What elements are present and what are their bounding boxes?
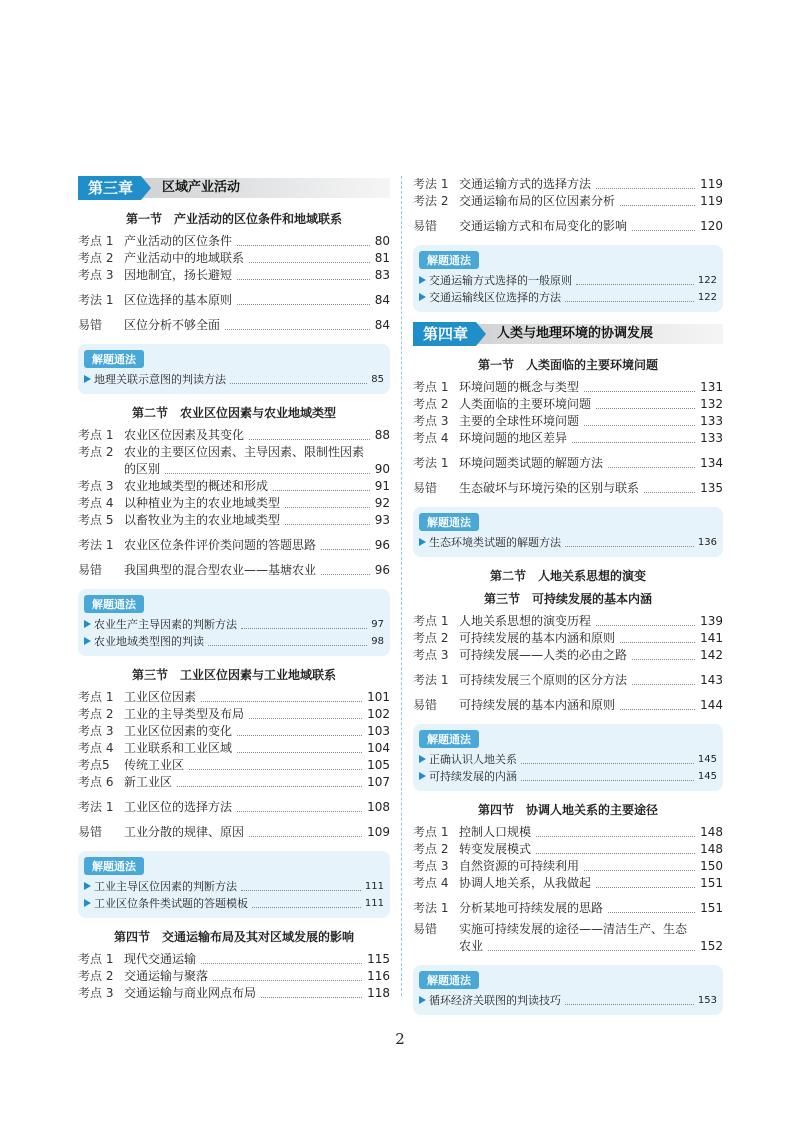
entry-page: 142 (700, 648, 723, 662)
entry-text: 交通运输与商业网点布局 (124, 986, 257, 1000)
entry-label: 考点 2 (78, 969, 114, 983)
toc-entry[interactable] (413, 218, 723, 235)
entry-page: 104 (367, 741, 390, 755)
triangle-bullet-icon (84, 620, 91, 628)
entry-text: 自然资源的可持续利用 (459, 859, 580, 873)
toc-entry[interactable] (78, 824, 390, 841)
entry-label: 易错 (413, 219, 438, 233)
method-box (413, 724, 723, 791)
entry-page: 135 (700, 481, 723, 495)
method-page: 136 (697, 537, 717, 548)
triangle-bullet-icon (419, 538, 426, 546)
toc-entry[interactable] (413, 697, 723, 714)
chapter-number: 第四章 (413, 322, 476, 346)
toc-entry[interactable] (413, 875, 723, 892)
entry-text: 交通运输方式的选择方法 (459, 177, 592, 191)
entry-label: 考点 3 (78, 268, 114, 282)
method-entry[interactable] (419, 534, 717, 551)
chapter-header (78, 176, 390, 202)
entry-label: 考点 1 (78, 234, 114, 248)
toc-entry[interactable] (413, 647, 723, 664)
entry-page: 150 (700, 859, 723, 873)
entry-page: 109 (367, 825, 390, 839)
entry-label: 考点 2 (78, 707, 114, 721)
toc-entry[interactable] (413, 630, 723, 647)
entry-text: 区位选择的基本原则 (124, 293, 233, 307)
entry-text: 工业的主导类型及布局 (124, 707, 245, 721)
toc-entry[interactable] (78, 233, 390, 250)
entry-label: 考点 3 (413, 414, 449, 428)
section-title: 第一节 产业活动的区位条件和地域联系 (125, 212, 342, 226)
method-entry[interactable] (419, 272, 717, 289)
right-column (413, 176, 723, 1025)
method-entry[interactable] (84, 895, 384, 912)
section-title: 第一节 人类面临的主要环境问题 (477, 358, 658, 372)
method-text: 农业地域类型图的判读 (94, 635, 204, 648)
entry-label: 考点 1 (78, 952, 114, 966)
entry-text: 传统工业区 (124, 758, 185, 772)
entry-label: 考点 1 (413, 825, 449, 839)
entry-label: 考点 2 (413, 397, 449, 411)
entry-page: 83 (374, 268, 390, 282)
entry-text: 区位分析不够全面 (124, 318, 221, 332)
entry-label: 考点 2 (78, 251, 114, 265)
method-text: 生态环境类试题的解题方法 (429, 536, 561, 549)
entry-page: 101 (367, 690, 390, 704)
toc-entry[interactable] (78, 774, 390, 791)
entry-label: 考点 3 (78, 724, 114, 738)
entry-label: 考点 2 (413, 631, 449, 645)
entry-text: 分析某地可持续发展的思路 (459, 901, 604, 915)
entry-text: 我国典型的混合型农业——基塘农业 (124, 563, 317, 577)
entry-label: 考点5 (78, 758, 110, 772)
method-text: 循环经济关联图的判读技巧 (429, 994, 561, 1007)
entry-text: 农业区位条件评价类问题的答题思路 (124, 538, 317, 552)
method-tag: 解题通法 (84, 595, 144, 613)
entry-text: 工业区位的选择方法 (124, 800, 233, 814)
toc-entry[interactable] (78, 689, 390, 706)
entry-page: 93 (374, 513, 390, 527)
method-entry[interactable] (419, 289, 717, 306)
method-tag: 解题通法 (84, 857, 144, 875)
entry-page: 118 (367, 986, 390, 1000)
chapter-title: 区域产业活动 (162, 180, 241, 195)
entry-label: 考点 1 (413, 380, 449, 394)
method-entry[interactable] (84, 633, 384, 650)
toc-entry[interactable] (413, 176, 723, 193)
toc-entry[interactable] (78, 444, 390, 478)
entry-label: 易错 (78, 563, 103, 577)
section-title: 第二节 农业区位因素与农业地域类型 (131, 406, 336, 420)
toc-entry[interactable] (413, 480, 723, 497)
entry-text: 农业地域类型的概述和形成 (124, 479, 269, 493)
entry-text: 以畜牧业为主的农业地域类型 (124, 513, 281, 527)
entry-page: 119 (700, 177, 723, 191)
toc-entry[interactable] (78, 706, 390, 723)
entry-page: 96 (374, 538, 390, 552)
entry-page: 108 (367, 800, 390, 814)
entry-text: 农业区位因素及其变化 (124, 428, 245, 442)
method-box (413, 965, 723, 1015)
toc-entry[interactable] (78, 317, 390, 334)
toc-entry[interactable] (78, 495, 390, 512)
section-title: 第四节 协调人地关系的主要途径 (477, 803, 658, 817)
method-entry[interactable] (84, 371, 384, 388)
entry-label: 考点 1 (413, 614, 449, 628)
entry-page: 141 (700, 631, 723, 645)
method-page: 97 (371, 619, 384, 630)
entry-text-cont: 农业 (459, 939, 484, 953)
method-tag: 解题通法 (419, 251, 479, 269)
entry-text: 产业活动中的地域联系 (124, 251, 245, 265)
entry-page: 120 (700, 219, 723, 233)
toc-entry[interactable] (78, 951, 390, 968)
entry-page: 90 (374, 462, 390, 476)
entry-label: 考法 2 (413, 194, 449, 208)
entry-text: 人地关系思想的演变历程 (459, 614, 592, 628)
entry-label: 考法 1 (413, 673, 449, 687)
entry-page: 119 (700, 194, 723, 208)
entry-label: 易错 (413, 698, 438, 712)
triangle-bullet-icon (84, 375, 91, 383)
toc-entry[interactable] (413, 379, 723, 396)
toc-entry[interactable] (413, 824, 723, 841)
entry-label: 考点 4 (413, 431, 449, 445)
entry-text: 交通运输与聚落 (124, 969, 209, 983)
entry-page: 148 (700, 842, 723, 856)
entry-page: 84 (374, 318, 390, 332)
method-page: 145 (697, 771, 717, 782)
toc-entry[interactable] (413, 413, 723, 430)
toc-entry[interactable] (78, 740, 390, 757)
entry-text: 主要的全球性环境问题 (459, 414, 580, 428)
entry-page: 134 (700, 456, 723, 470)
entry-page: 151 (700, 876, 723, 890)
toc-entry[interactable] (413, 455, 723, 472)
toc-entry[interactable] (413, 193, 723, 210)
entry-page: 80 (374, 234, 390, 248)
method-page: 98 (371, 636, 384, 647)
entry-text: 环境问题类试题的解题方法 (459, 456, 604, 470)
toc-entry[interactable] (78, 267, 390, 284)
toc-entry[interactable] (413, 396, 723, 413)
entry-page: 96 (374, 563, 390, 577)
toc-entry[interactable] (413, 672, 723, 689)
entry-label: 考法 1 (78, 538, 114, 552)
toc-entry[interactable] (78, 799, 390, 816)
entry-label: 易错 (413, 481, 438, 495)
method-entry[interactable] (419, 751, 717, 768)
toc-entry[interactable] (413, 841, 723, 858)
method-text: 交通运输线区位选择的方法 (429, 291, 561, 304)
toc-entry[interactable] (78, 985, 390, 1002)
entry-text: 工业联系和工业区域 (124, 741, 233, 755)
entry-text: 新工业区 (124, 775, 173, 789)
method-page: 111 (364, 898, 384, 909)
method-text: 农业生产主导因素的判断方法 (94, 618, 237, 631)
toc-entry[interactable] (78, 292, 390, 309)
triangle-bullet-icon (419, 276, 426, 284)
entry-page: 116 (367, 969, 390, 983)
entry-text: 可持续发展三个原则的区分方法 (459, 673, 628, 687)
entry-page: 143 (700, 673, 723, 687)
method-tag: 解题通法 (419, 730, 479, 748)
method-tag: 解题通法 (84, 350, 144, 368)
entry-label: 考点 3 (78, 986, 114, 1000)
entry-text: 环境问题的地区差异 (459, 431, 568, 445)
entry-page: 151 (700, 901, 723, 915)
entry-page: 131 (700, 380, 723, 394)
left-column (78, 176, 390, 1002)
entry-label: 考点 2 (413, 842, 449, 856)
entry-page: 102 (367, 707, 390, 721)
toc-entry[interactable] (78, 757, 390, 774)
entry-text: 产业活动的区位条件 (124, 234, 233, 248)
triangle-bullet-icon (419, 293, 426, 301)
entry-page: 103 (367, 724, 390, 738)
method-entry[interactable] (419, 768, 717, 785)
entry-label: 考法 1 (413, 901, 449, 915)
method-tag: 解题通法 (419, 971, 479, 989)
page-number: 2 (395, 1030, 405, 1048)
entry-label: 考点 5 (78, 513, 114, 527)
entry-text: 协调人地关系，从我做起 (459, 876, 592, 890)
entry-text: 可持续发展的基本内涵和原则 (459, 698, 616, 712)
method-page: 85 (371, 374, 384, 385)
triangle-bullet-icon (84, 899, 91, 907)
entry-label: 易错 (78, 318, 103, 332)
entry-label: 考点 6 (78, 775, 114, 789)
toc-entry[interactable] (413, 921, 723, 955)
entry-text-cont: 的区别 (124, 462, 161, 476)
entry-page: 133 (700, 414, 723, 428)
entry-page: 88 (374, 428, 390, 442)
entry-text: 现代交通运输 (124, 952, 197, 966)
entry-text: 实施可持续发展的途径——清洁生产、生态 (459, 922, 688, 936)
entry-text: 工业区位因素 (124, 690, 197, 704)
section-title: 第二节 人地关系思想的演变 (489, 569, 646, 583)
entry-label: 考法 1 (78, 293, 114, 307)
entry-page: 144 (700, 698, 723, 712)
toc-entry[interactable] (78, 512, 390, 529)
triangle-bullet-icon (419, 996, 426, 1004)
entry-text: 交通运输布局的区位因素分析 (459, 194, 616, 208)
entry-label: 考点 1 (78, 428, 114, 442)
entry-text: 可持续发展——人类的必由之路 (459, 648, 628, 662)
entry-page: 132 (700, 397, 723, 411)
toc-entry[interactable] (78, 537, 390, 554)
entry-label: 考点 2 (78, 445, 114, 459)
method-page: 145 (697, 754, 717, 765)
chapter-title: 人类与地理环境的协调发展 (497, 326, 654, 341)
toc-entry[interactable] (78, 562, 390, 579)
entry-text: 生态破坏与环境污染的区别与联系 (459, 481, 640, 495)
entry-label: 考点 3 (78, 479, 114, 493)
toc-entry[interactable] (78, 250, 390, 267)
section-title: 第四节 交通运输布局及其对区域发展的影响 (113, 930, 354, 944)
method-page: 122 (697, 275, 717, 286)
entry-page: 91 (374, 479, 390, 493)
triangle-bullet-icon (419, 755, 426, 763)
method-box (413, 245, 723, 312)
entry-page: 92 (374, 496, 390, 510)
entry-text: 环境问题的概念与类型 (459, 380, 580, 394)
method-text: 工业区位条件类试题的答题模板 (94, 897, 248, 910)
method-page: 111 (364, 881, 384, 892)
method-entry[interactable] (419, 992, 717, 1009)
toc-entry[interactable] (78, 968, 390, 985)
entry-page: 81 (374, 251, 390, 265)
toc-entry[interactable] (78, 427, 390, 444)
entry-label: 考点 4 (78, 496, 114, 510)
entry-label: 考法 1 (413, 177, 449, 191)
method-entry[interactable] (84, 616, 384, 633)
entry-page: 84 (374, 293, 390, 307)
method-text: 工业主导区位因素的判断方法 (94, 880, 237, 893)
method-text: 可持续发展的内涵 (429, 770, 517, 783)
entry-text: 人类面临的主要环境问题 (459, 397, 592, 411)
entry-page: 133 (700, 431, 723, 445)
entry-label: 考点 4 (413, 876, 449, 890)
entry-text: 以种植业为主的农业地域类型 (124, 496, 281, 510)
entry-label: 易错 (78, 825, 103, 839)
toc-entry[interactable] (413, 430, 723, 447)
entry-page: 152 (700, 939, 723, 953)
toc-entry[interactable] (413, 613, 723, 630)
entry-label: 考点 3 (413, 859, 449, 873)
chapter-header (413, 322, 723, 348)
entry-text: 交通运输方式和布局变化的影响 (459, 219, 628, 233)
method-box (78, 851, 390, 918)
method-text: 正确认识人地关系 (429, 753, 517, 766)
entry-label: 考点 1 (78, 690, 114, 704)
method-box (78, 344, 390, 394)
entry-text: 转变发展模式 (459, 842, 532, 856)
entry-text: 工业区位因素的变化 (124, 724, 233, 738)
entry-page: 105 (367, 758, 390, 772)
entry-page: 139 (700, 614, 723, 628)
entry-label: 考法 1 (78, 800, 114, 814)
method-box (78, 589, 390, 656)
method-entry[interactable] (84, 878, 384, 895)
toc-entry[interactable] (413, 900, 723, 917)
entry-page: 115 (367, 952, 390, 966)
method-text: 地理关联示意图的判读方法 (94, 373, 226, 386)
entry-label: 考点 4 (78, 741, 114, 755)
method-page: 122 (697, 292, 717, 303)
triangle-bullet-icon (84, 882, 91, 890)
entry-page: 107 (367, 775, 390, 789)
entry-page: 148 (700, 825, 723, 839)
entry-label: 考法 1 (413, 456, 449, 470)
entry-text: 可持续发展的基本内涵和原则 (459, 631, 616, 645)
section-title: 第三节 可持续发展的基本内涵 (483, 592, 652, 606)
chapter-number: 第三章 (78, 176, 141, 200)
entry-label: 考点 3 (413, 648, 449, 662)
triangle-bullet-icon (84, 637, 91, 645)
entry-text: 工业分散的规律、原因 (124, 825, 245, 839)
entry-text: 控制人口规模 (459, 825, 532, 839)
method-text: 交通运输方式选择的一般原则 (429, 274, 572, 287)
triangle-bullet-icon (419, 772, 426, 780)
column-divider (401, 176, 402, 996)
entry-text: 因地制宜，扬长避短 (124, 268, 233, 282)
section-title: 第三节 工业区位因素与工业地域联系 (131, 668, 336, 682)
toc-entry[interactable] (78, 478, 390, 495)
toc-entry[interactable] (78, 723, 390, 740)
entry-text: 农业的主要区位因素、主导因素、限制性因素 (124, 445, 365, 459)
entry-label: 易错 (413, 922, 438, 936)
method-tag: 解题通法 (419, 513, 479, 531)
method-page: 153 (697, 995, 717, 1006)
toc-entry[interactable] (413, 858, 723, 875)
method-box (413, 507, 723, 557)
